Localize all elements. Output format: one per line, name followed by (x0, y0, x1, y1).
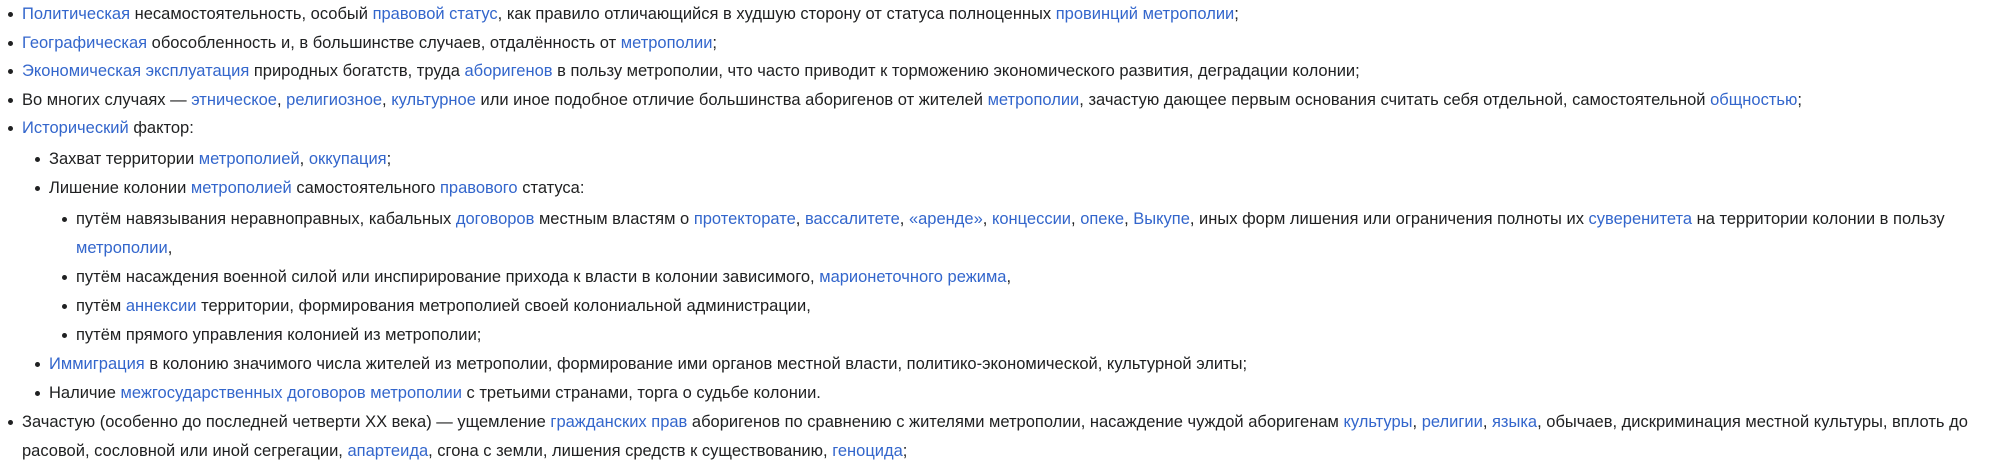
text-segment: в колонию значимого числа жителей из метрополии, формирование ими органов местной власти, политико-экономической, культурной элиты; (144, 354, 1248, 373)
wiki-link[interactable]: суверенитета (1588, 209, 1693, 228)
text-segment: Зачастую (особенно до последней четверти XX века) — ущемление (22, 412, 551, 431)
wiki-link[interactable]: Экономическая эксплуатация (22, 62, 250, 81)
wiki-link[interactable]: религиозное (286, 90, 383, 109)
text-segment: , (299, 149, 309, 168)
wiki-link[interactable]: апартеида (347, 441, 429, 460)
list-item (22, 114, 2000, 408)
text-segment: самостоятельного (291, 178, 440, 197)
text-segment: , (1006, 267, 1012, 286)
list-item (22, 408, 2000, 465)
list-item (76, 263, 2000, 292)
list-item-text (22, 86, 2000, 115)
text-segment: статуса: (517, 178, 585, 197)
text-segment: природных богатств, труда (249, 62, 465, 81)
wiki-link[interactable]: Политическая (22, 5, 131, 23)
list-item-text (76, 292, 1976, 321)
wiki-link[interactable]: протекторате (693, 209, 796, 228)
text-segment: ; (1234, 5, 1239, 23)
wiki-link[interactable]: Географическая (22, 33, 148, 52)
text-segment: с третьими странами, торга о судьбе колонии. (461, 383, 821, 402)
text-segment: территории, формирования метрополией своей колониальной администрации, (196, 296, 811, 315)
text-segment: местным властям о (534, 209, 694, 228)
text-segment: фактор: (128, 119, 194, 138)
text-segment: ; (386, 149, 392, 168)
text-segment: , (1412, 412, 1422, 431)
wiki-link[interactable]: договоров (455, 209, 535, 228)
list-item (76, 205, 2000, 263)
text-segment: , (1071, 209, 1081, 228)
list-item-text (22, 0, 2000, 29)
wiki-link[interactable]: «аренде» (908, 209, 983, 228)
text-segment: , (1482, 412, 1492, 431)
list-item-text (76, 205, 1976, 263)
list-item-text (49, 350, 2000, 379)
wiki-link[interactable]: правового (439, 178, 518, 197)
text-segment: , (167, 238, 173, 257)
list-item (22, 86, 2000, 115)
wiki-link[interactable]: культуры (1343, 412, 1413, 431)
list-item-text (22, 29, 2000, 58)
list-item-text (76, 321, 1976, 350)
wiki-link[interactable]: Исторический (22, 119, 129, 138)
list-item (22, 57, 2000, 86)
list-item-text (22, 408, 2000, 465)
text-segment: ; (1797, 90, 1802, 109)
text-segment: ; (712, 33, 718, 52)
text-segment: , (276, 90, 287, 109)
wiki-link[interactable]: концессии (991, 209, 1072, 228)
list-item-text (76, 263, 1976, 292)
wiki-link[interactable]: Иммиграция (49, 354, 145, 373)
wiki-link[interactable]: вассалитете (804, 209, 900, 228)
nested-bullet-list (22, 143, 2000, 408)
list-item (49, 350, 2000, 379)
list-item (22, 29, 2000, 58)
list-item (49, 174, 2000, 350)
text-segment: , как правило отличающийся в худшую сторону от статуса полноценных (497, 5, 1056, 23)
wiki-link[interactable]: оккупация (308, 149, 387, 168)
text-segment: на территории колонии в пользу (1692, 209, 1945, 228)
text-segment: в пользу метрополии, что часто приводит к торможению экономического развития, деградации колонии; (552, 62, 1360, 81)
text-segment: Во многих случаях — (22, 90, 192, 109)
list-item (22, 0, 2000, 29)
list-item-text (49, 379, 2000, 408)
list-item (49, 379, 2000, 408)
text-segment: , (899, 209, 909, 228)
text-segment: , (795, 209, 805, 228)
text-segment: , (982, 209, 992, 228)
text-segment: путём (76, 296, 126, 315)
list-item-text (22, 57, 2000, 86)
list-item-text (49, 145, 2000, 174)
wiki-link[interactable]: метрополией (198, 149, 300, 168)
text-segment: путём насаждения военной силой или инспирирование прихода к власти в колонии зависимого, (76, 267, 820, 286)
text-segment: ; (902, 441, 908, 460)
text-segment: , обычаев, дискриминация местной культуры, вплоть до расовой, сословной или иной сегрегации, (22, 412, 1968, 460)
text-segment: или иное подобное отличие большинства аборигенов от жителей (475, 90, 988, 109)
wiki-link[interactable]: провинций метрополии (1055, 5, 1235, 23)
wiki-link[interactable]: общностью (1710, 90, 1798, 109)
wiki-link[interactable]: этническое (191, 90, 277, 109)
text-segment: несамостоятельность, особый (130, 5, 373, 23)
wiki-link[interactable]: культурное (391, 90, 476, 109)
wiki-link[interactable]: межгосударственных договоров (120, 383, 366, 402)
list-item-text (49, 174, 2000, 203)
list-item (76, 292, 2000, 321)
text-segment: путём прямого управления колонией из метрополии; (76, 325, 482, 344)
nested-bullet-list (49, 203, 2000, 350)
text-segment: путём навязывания неравноправных, кабальных (76, 209, 456, 228)
text-segment: , иных форм лишения или ограничения полноты их (1189, 209, 1589, 228)
text-segment: , (1124, 209, 1134, 228)
wiki-link[interactable]: опеке (1080, 209, 1125, 228)
wiki-link[interactable]: метрополией (190, 178, 292, 197)
list-item (76, 321, 2000, 350)
wiki-link[interactable]: геноцида (832, 441, 903, 460)
text-segment: обособленность и, в большинстве случаев, отдалённость от (147, 33, 621, 52)
wiki-link[interactable]: языка (1491, 412, 1538, 431)
wiki-link[interactable]: марионеточного режима (819, 267, 1007, 286)
text-segment: , (382, 90, 392, 109)
wiki-link[interactable]: правовой статус (372, 5, 498, 23)
wiki-link[interactable]: метрополии (76, 238, 168, 257)
wiki-link[interactable]: аборигенов (464, 62, 553, 81)
text-segment: аборигенов по сравнению с жителями метрополии, насаждение чуждой аборигенам (687, 412, 1344, 431)
wiki-link[interactable]: Выкупе (1133, 209, 1190, 228)
wiki-link[interactable]: религии (1421, 412, 1483, 431)
text-segment: , сгона с земли, лишения средств к существованию, (428, 441, 833, 460)
list-item-text (22, 114, 2000, 143)
wiki-link[interactable]: аннексии (125, 296, 197, 315)
text-segment: Лишение колонии (49, 178, 191, 197)
text-segment: Захват территории (49, 149, 199, 168)
wiki-link[interactable]: метрополии (620, 33, 713, 52)
wiki-link[interactable]: метрополии (987, 90, 1080, 109)
wiki-link[interactable]: гражданских прав (550, 412, 688, 431)
text-segment: , зачастую дающее первым основания считать себя отдельной, самостоятельной (1079, 90, 1711, 109)
list-item (49, 145, 2000, 174)
wiki-link[interactable]: метрополии (370, 383, 462, 402)
text-segment: Наличие (49, 383, 121, 402)
